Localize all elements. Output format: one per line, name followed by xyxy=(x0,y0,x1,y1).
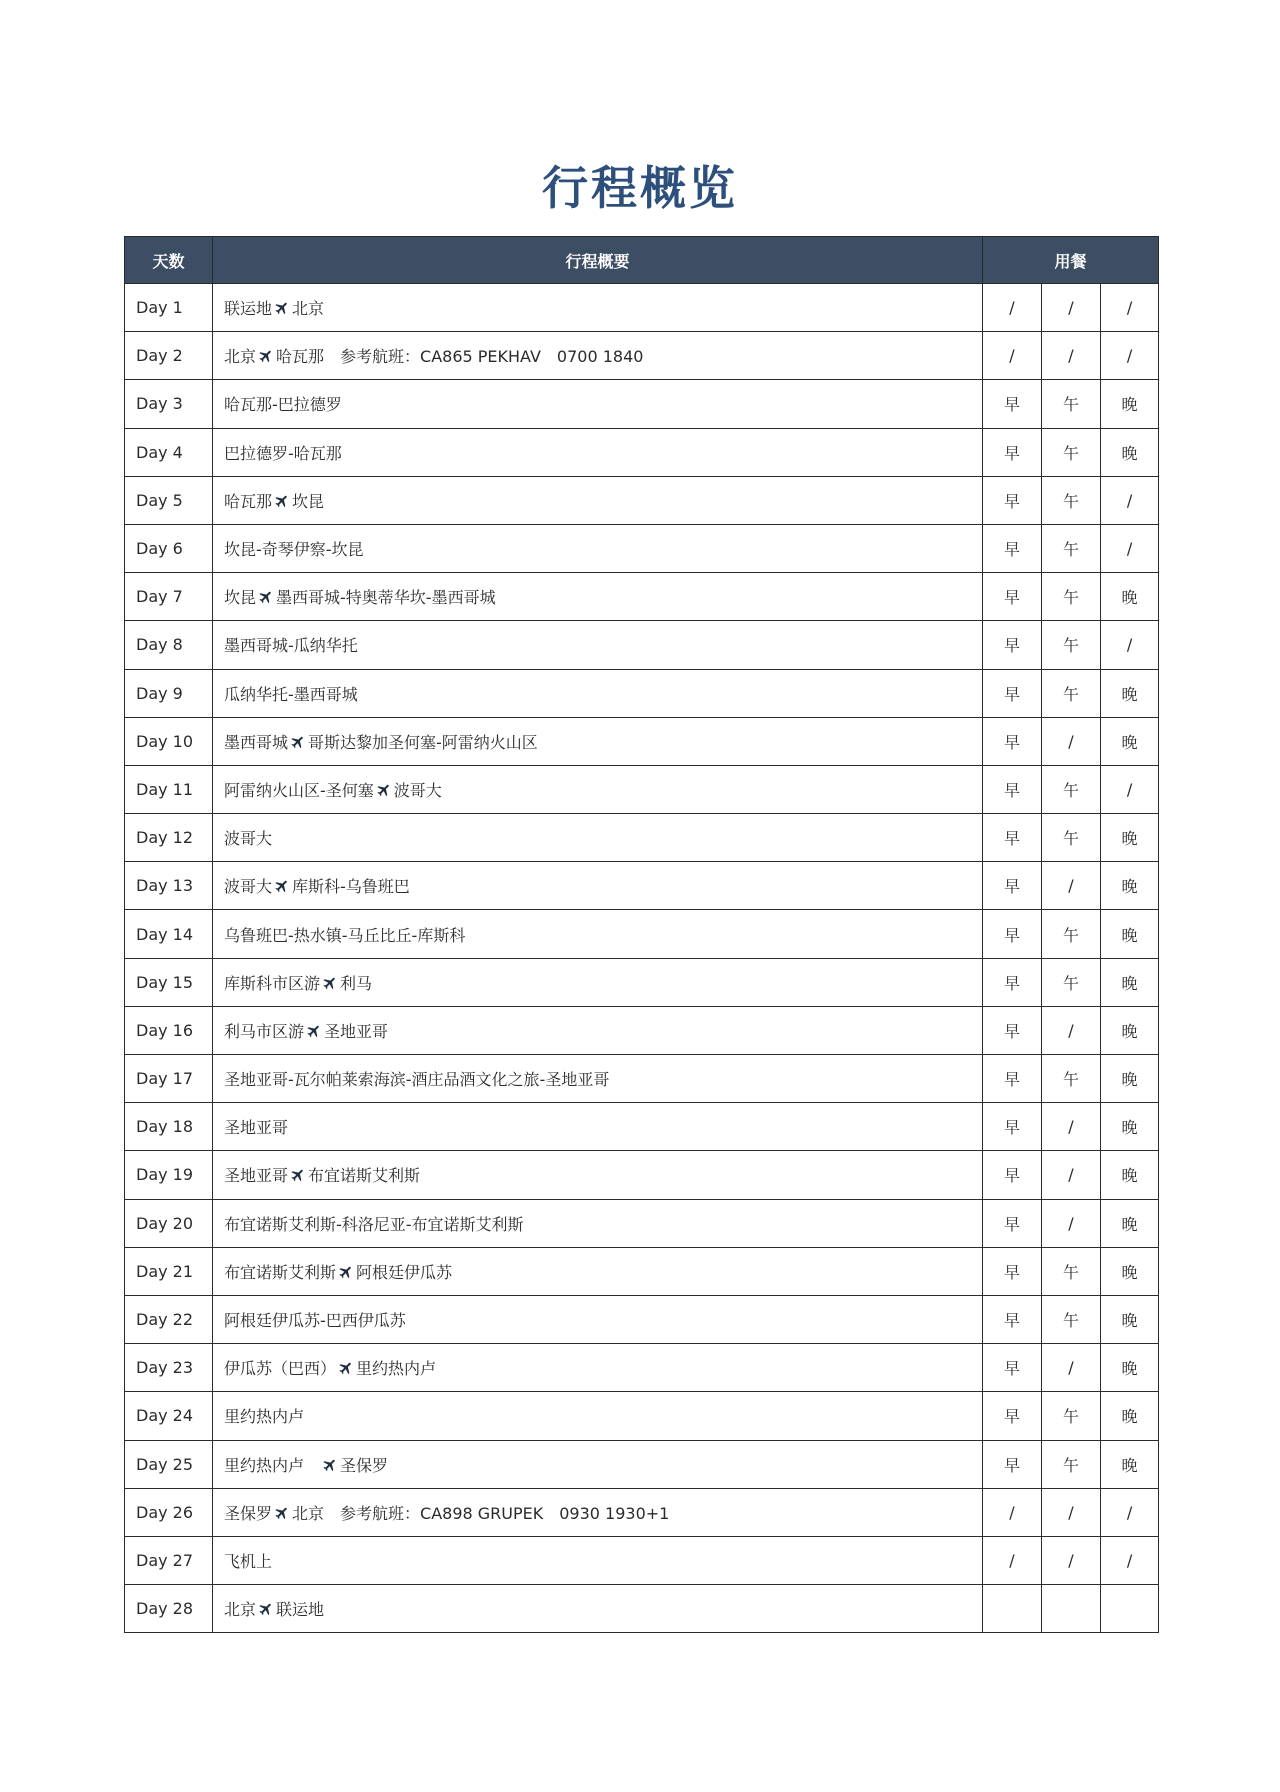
meal-breakfast-cell xyxy=(983,1585,1042,1633)
route-cell xyxy=(213,284,983,332)
table-row xyxy=(125,573,1159,621)
route-segment: 联运地 xyxy=(224,299,273,319)
table-row xyxy=(125,1199,1159,1247)
meal-dinner-cell: 晚 xyxy=(1101,428,1159,476)
day-cell: Day 20 xyxy=(125,1199,213,1247)
airplane-icon xyxy=(322,1457,338,1473)
meal-dinner-cell: 晚 xyxy=(1101,1055,1159,1103)
day-cell: Day 3 xyxy=(125,380,213,428)
route-segment: 坎昆 xyxy=(292,491,325,511)
route-segment: 里约热内卢 xyxy=(224,1407,305,1427)
meal-lunch-cell: 午 xyxy=(1042,621,1101,669)
route-segment: 里约热内卢 xyxy=(224,1455,321,1475)
route-segment: 北京 xyxy=(224,347,257,367)
day-cell: Day 21 xyxy=(125,1247,213,1295)
table-row xyxy=(125,1055,1159,1103)
meal-lunch-cell: / xyxy=(1042,1151,1101,1199)
meal-dinner-cell: / xyxy=(1101,476,1159,524)
meal-lunch-cell: 午 xyxy=(1042,476,1101,524)
route-segment: 圣保罗 xyxy=(224,1503,273,1523)
day-cell: Day 18 xyxy=(125,1103,213,1151)
meal-lunch-cell: 午 xyxy=(1042,1295,1101,1343)
table-row xyxy=(125,765,1159,813)
route-segment: 哥斯达黎加圣何塞-阿雷纳火山区 xyxy=(308,732,538,752)
day-cell: Day 13 xyxy=(125,862,213,910)
day-cell: Day 22 xyxy=(125,1295,213,1343)
route-cell xyxy=(213,669,983,717)
meal-breakfast-cell: 早 xyxy=(983,1055,1042,1103)
meal-lunch-cell: / xyxy=(1042,1103,1101,1151)
route-cell xyxy=(213,1247,983,1295)
meal-breakfast-cell: 早 xyxy=(983,1440,1042,1488)
meal-lunch-cell: 午 xyxy=(1042,428,1101,476)
airplane-icon xyxy=(338,1360,354,1376)
table-row xyxy=(125,1247,1159,1295)
table-row xyxy=(125,862,1159,910)
route-segment: 圣地亚哥 xyxy=(224,1118,289,1138)
day-cell: Day 23 xyxy=(125,1344,213,1392)
route-cell xyxy=(213,380,983,428)
meal-lunch-cell: 午 xyxy=(1042,765,1101,813)
day-cell: Day 14 xyxy=(125,910,213,958)
table-row xyxy=(125,332,1159,380)
route-segment: 哈瓦那 参考航班：CA865 PEKHAV 0700 1840 xyxy=(276,347,644,367)
route-cell xyxy=(213,1585,983,1633)
meal-dinner-cell: 晚 xyxy=(1101,1440,1159,1488)
meal-dinner-cell: 晚 xyxy=(1101,717,1159,765)
route-cell xyxy=(213,862,983,910)
itinerary-table xyxy=(124,236,1159,1633)
table-row xyxy=(125,1103,1159,1151)
table-row xyxy=(125,1488,1159,1536)
meal-lunch-cell: 午 xyxy=(1042,814,1101,862)
route-cell xyxy=(213,1488,983,1536)
meal-lunch-cell: / xyxy=(1042,1199,1101,1247)
route-cell xyxy=(213,958,983,1006)
meal-lunch-cell: / xyxy=(1042,862,1101,910)
itinerary-body xyxy=(125,284,1159,1633)
meal-breakfast-cell: / xyxy=(983,332,1042,380)
meal-lunch-cell: / xyxy=(1042,717,1101,765)
route-segment: 库斯科-乌鲁班巴 xyxy=(292,877,410,897)
route-segment: 北京 参考航班：CA898 GRUPEK 0930 1930+1 xyxy=(292,1503,670,1523)
meal-dinner-cell: / xyxy=(1101,1488,1159,1536)
meal-dinner-cell: / xyxy=(1101,1536,1159,1584)
header-summary: 行程概要 xyxy=(213,237,983,284)
day-cell: Day 9 xyxy=(125,669,213,717)
route-cell xyxy=(213,1295,983,1343)
meal-dinner-cell: 晚 xyxy=(1101,958,1159,1006)
route-segment: 哈瓦那 xyxy=(224,491,273,511)
meal-breakfast-cell: 早 xyxy=(983,1392,1042,1440)
table-header-row xyxy=(125,237,1159,284)
airplane-icon xyxy=(290,1167,306,1183)
table-row xyxy=(125,380,1159,428)
route-segment: 布宜诺斯艾利斯 xyxy=(224,1262,337,1282)
airplane-icon xyxy=(258,348,274,364)
day-cell: Day 28 xyxy=(125,1585,213,1633)
meal-lunch-cell: 午 xyxy=(1042,958,1101,1006)
table-row xyxy=(125,1440,1159,1488)
meal-lunch-cell: / xyxy=(1042,1488,1101,1536)
airplane-icon xyxy=(258,589,274,605)
meal-breakfast-cell: 早 xyxy=(983,1295,1042,1343)
meal-breakfast-cell: 早 xyxy=(983,814,1042,862)
route-segment: 布宜诺斯艾利斯 xyxy=(308,1166,421,1186)
route-cell xyxy=(213,1151,983,1199)
table-row xyxy=(125,1151,1159,1199)
route-cell xyxy=(213,476,983,524)
day-cell: Day 5 xyxy=(125,476,213,524)
meal-dinner-cell: 晚 xyxy=(1101,862,1159,910)
route-cell xyxy=(213,814,983,862)
meal-dinner-cell: 晚 xyxy=(1101,1247,1159,1295)
route-segment: 利马 xyxy=(340,973,373,993)
meal-lunch-cell: 午 xyxy=(1042,669,1101,717)
meal-breakfast-cell: 早 xyxy=(983,1151,1042,1199)
route-segment: 北京 xyxy=(292,299,325,319)
meal-breakfast-cell: 早 xyxy=(983,1199,1042,1247)
meal-breakfast-cell: / xyxy=(983,1536,1042,1584)
meal-dinner-cell: 晚 xyxy=(1101,910,1159,958)
route-segment: 里约热内卢 xyxy=(356,1359,437,1379)
meal-dinner-cell: / xyxy=(1101,284,1159,332)
meal-lunch-cell: 午 xyxy=(1042,1055,1101,1103)
route-segment: 利马市区游 xyxy=(224,1021,305,1041)
table-row xyxy=(125,1006,1159,1054)
route-segment: 坎昆-奇琴伊察-坎昆 xyxy=(224,540,364,560)
route-cell xyxy=(213,765,983,813)
day-cell: Day 17 xyxy=(125,1055,213,1103)
route-cell xyxy=(213,524,983,572)
table-row xyxy=(125,1536,1159,1584)
route-cell xyxy=(213,1006,983,1054)
meal-dinner-cell: / xyxy=(1101,765,1159,813)
day-cell: Day 6 xyxy=(125,524,213,572)
meal-lunch-cell: / xyxy=(1042,284,1101,332)
day-cell: Day 11 xyxy=(125,765,213,813)
day-cell: Day 27 xyxy=(125,1536,213,1584)
route-segment: 圣地亚哥 xyxy=(324,1021,389,1041)
meal-breakfast-cell: 早 xyxy=(983,1006,1042,1054)
route-cell xyxy=(213,1199,983,1247)
meal-breakfast-cell: 早 xyxy=(983,669,1042,717)
meal-dinner-cell: / xyxy=(1101,621,1159,669)
meal-dinner-cell: 晚 xyxy=(1101,573,1159,621)
route-segment: 阿根廷伊瓜苏 xyxy=(356,1262,453,1282)
meal-lunch-cell: / xyxy=(1042,1006,1101,1054)
route-segment: 坎昆 xyxy=(224,588,257,608)
airplane-icon xyxy=(274,300,290,316)
meal-lunch-cell: 午 xyxy=(1042,524,1101,572)
meal-breakfast-cell: 早 xyxy=(983,1247,1042,1295)
route-segment: 哈瓦那-巴拉德罗 xyxy=(224,395,342,415)
route-segment: 瓜纳华托-墨西哥城 xyxy=(224,684,358,704)
route-segment: 墨西哥城 xyxy=(224,732,289,752)
meal-lunch-cell: / xyxy=(1042,1536,1101,1584)
day-cell: Day 26 xyxy=(125,1488,213,1536)
route-cell xyxy=(213,1392,983,1440)
header-day: 天数 xyxy=(125,237,213,284)
meal-breakfast-cell: 早 xyxy=(983,621,1042,669)
airplane-icon xyxy=(258,1601,274,1617)
meal-dinner-cell: / xyxy=(1101,332,1159,380)
meal-breakfast-cell: 早 xyxy=(983,524,1042,572)
table-row xyxy=(125,524,1159,572)
meal-dinner-cell: 晚 xyxy=(1101,1344,1159,1392)
meal-lunch-cell: 午 xyxy=(1042,1247,1101,1295)
day-cell: Day 12 xyxy=(125,814,213,862)
route-segment: 库斯科市区游 xyxy=(224,973,321,993)
table-row xyxy=(125,621,1159,669)
table-row xyxy=(125,669,1159,717)
meal-dinner-cell: 晚 xyxy=(1101,1103,1159,1151)
day-cell: Day 10 xyxy=(125,717,213,765)
route-segment: 阿雷纳火山区-圣何塞 xyxy=(224,780,374,800)
meal-dinner-cell: 晚 xyxy=(1101,1151,1159,1199)
meal-dinner-cell: 晚 xyxy=(1101,1295,1159,1343)
meal-dinner-cell: 晚 xyxy=(1101,1006,1159,1054)
meal-dinner-cell: 晚 xyxy=(1101,380,1159,428)
route-segment: 波哥大 xyxy=(393,780,442,800)
route-cell xyxy=(213,1440,983,1488)
route-segment: 伊瓜苏（巴西） xyxy=(224,1359,337,1379)
day-cell: Day 4 xyxy=(125,428,213,476)
day-cell: Day 25 xyxy=(125,1440,213,1488)
table-row xyxy=(125,1392,1159,1440)
route-cell xyxy=(213,910,983,958)
route-cell xyxy=(213,332,983,380)
meal-breakfast-cell: 早 xyxy=(983,958,1042,1006)
route-segment: 墨西哥城-特奥蒂华坎-墨西哥城 xyxy=(276,588,496,608)
meal-breakfast-cell: 早 xyxy=(983,428,1042,476)
airplane-icon xyxy=(290,734,306,750)
meal-lunch-cell: 午 xyxy=(1042,910,1101,958)
day-cell: Day 7 xyxy=(125,573,213,621)
meal-breakfast-cell: 早 xyxy=(983,862,1042,910)
route-segment: 联运地 xyxy=(276,1600,325,1620)
route-segment: 墨西哥城-瓜纳华托 xyxy=(224,636,358,656)
table-row xyxy=(125,1585,1159,1633)
route-cell xyxy=(213,1344,983,1392)
meal-dinner-cell: 晚 xyxy=(1101,669,1159,717)
route-segment: 圣地亚哥-瓦尔帕莱索海滨-酒庄品酒文化之旅-圣地亚哥 xyxy=(224,1070,610,1090)
route-segment: 波哥大 xyxy=(224,877,273,897)
airplane-icon xyxy=(274,493,290,509)
airplane-icon xyxy=(274,1505,290,1521)
day-cell: Day 1 xyxy=(125,284,213,332)
table-row xyxy=(125,284,1159,332)
table-row xyxy=(125,910,1159,958)
day-cell: Day 2 xyxy=(125,332,213,380)
day-cell: Day 15 xyxy=(125,958,213,1006)
airplane-icon xyxy=(274,878,290,894)
route-cell xyxy=(213,717,983,765)
route-segment: 北京 xyxy=(224,1600,257,1620)
meal-breakfast-cell: 早 xyxy=(983,1103,1042,1151)
day-cell: Day 19 xyxy=(125,1151,213,1199)
day-cell: Day 16 xyxy=(125,1006,213,1054)
table-row xyxy=(125,1344,1159,1392)
route-segment: 巴拉德罗-哈瓦那 xyxy=(224,443,342,463)
route-segment: 圣地亚哥 xyxy=(224,1166,289,1186)
page-title: 行程概览 xyxy=(542,161,738,215)
route-segment: 飞机上 xyxy=(224,1551,273,1571)
airplane-icon xyxy=(376,782,392,798)
meal-lunch-cell: 午 xyxy=(1042,380,1101,428)
route-cell xyxy=(213,621,983,669)
meal-breakfast-cell: / xyxy=(983,284,1042,332)
meal-breakfast-cell: 早 xyxy=(983,380,1042,428)
table-row xyxy=(125,428,1159,476)
route-segment: 波哥大 xyxy=(224,829,273,849)
route-segment: 阿根廷伊瓜苏-巴西伊瓜苏 xyxy=(224,1311,406,1331)
route-segment: 乌鲁班巴-热水镇-马丘比丘-库斯科 xyxy=(224,925,466,945)
meal-breakfast-cell: 早 xyxy=(983,476,1042,524)
header-meals: 用餐 xyxy=(983,237,1159,284)
route-segment: 圣保罗 xyxy=(340,1455,389,1475)
table-row xyxy=(125,958,1159,1006)
day-cell: Day 24 xyxy=(125,1392,213,1440)
route-cell xyxy=(213,1055,983,1103)
meal-dinner-cell: 晚 xyxy=(1101,1392,1159,1440)
meal-breakfast-cell: 早 xyxy=(983,573,1042,621)
meal-lunch-cell: / xyxy=(1042,332,1101,380)
route-cell xyxy=(213,1103,983,1151)
meal-dinner-cell: / xyxy=(1101,524,1159,572)
meal-dinner-cell: 晚 xyxy=(1101,814,1159,862)
table-row xyxy=(125,717,1159,765)
table-row xyxy=(125,814,1159,862)
route-cell xyxy=(213,428,983,476)
meal-breakfast-cell: 早 xyxy=(983,910,1042,958)
meal-lunch-cell: 午 xyxy=(1042,573,1101,621)
meal-breakfast-cell: 早 xyxy=(983,765,1042,813)
table-row xyxy=(125,476,1159,524)
route-cell xyxy=(213,573,983,621)
route-cell xyxy=(213,1536,983,1584)
airplane-icon xyxy=(338,1264,354,1280)
meal-breakfast-cell: 早 xyxy=(983,1344,1042,1392)
meal-lunch-cell: 午 xyxy=(1042,1392,1101,1440)
meal-lunch-cell: / xyxy=(1042,1344,1101,1392)
table-row xyxy=(125,1295,1159,1343)
route-segment: 布宜诺斯艾利斯-科洛尼亚-布宜诺斯艾利斯 xyxy=(224,1214,524,1234)
day-cell: Day 8 xyxy=(125,621,213,669)
meal-dinner-cell xyxy=(1101,1585,1159,1633)
airplane-icon xyxy=(306,1023,322,1039)
airplane-icon xyxy=(322,975,338,991)
meal-dinner-cell: 晚 xyxy=(1101,1199,1159,1247)
meal-breakfast-cell: 早 xyxy=(983,717,1042,765)
meal-breakfast-cell: / xyxy=(983,1488,1042,1536)
meal-lunch-cell: 午 xyxy=(1042,1440,1101,1488)
meal-lunch-cell xyxy=(1042,1585,1101,1633)
